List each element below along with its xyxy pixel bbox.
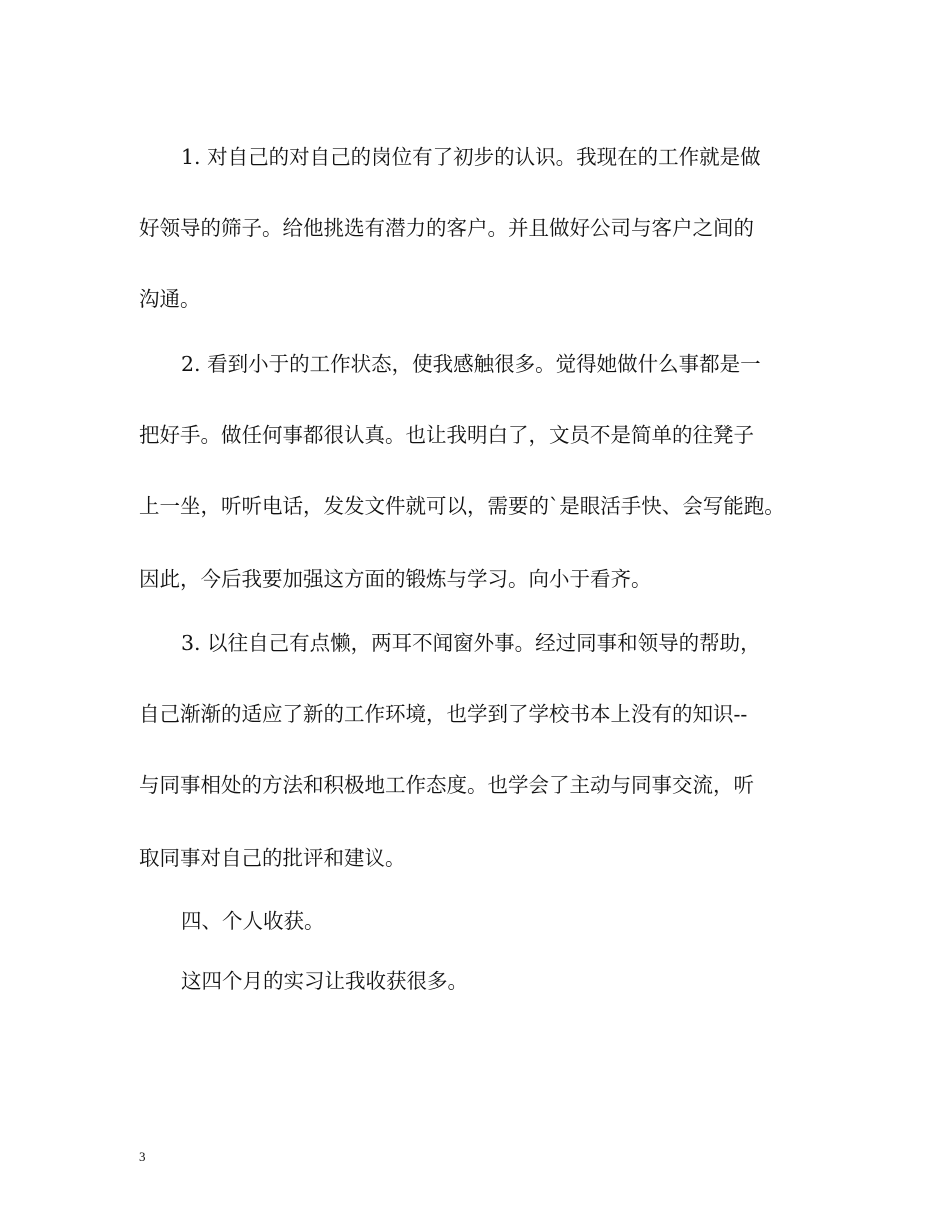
- page-number: 3: [139, 1149, 146, 1164]
- paragraph-1-line-1: 1. 对自己的对自己的岗位有了初步的认识。我现在的工作就是做: [181, 145, 761, 169]
- paragraph-4-line-1: 这四个月的实习让我收获很多。: [181, 969, 468, 993]
- paragraph-2-line-4: 因此，今后我要加强这方面的锻炼与学习。向小于看齐。: [139, 567, 652, 591]
- paragraph-2-line-2: 把好手。做任何事都很认真。也让我明白了，文员不是简单的往凳子: [139, 423, 754, 447]
- paragraph-3-line-1: 3. 以往自己有点懒，两耳不闻窗外事。经过同事和领导的帮助，: [181, 631, 761, 655]
- paragraph-3-line-3: 与同事相处的方法和积极地工作态度。也学会了主动与同事交流，听: [139, 773, 754, 797]
- paragraph-1-line-3: 沟通。: [139, 287, 201, 311]
- paragraph-3-line-4: 取同事对自己的批评和建议。: [139, 846, 406, 870]
- paragraph-1-line-2: 好领导的筛子。给他挑选有潜力的客户。并且做好公司与客户之间的: [139, 216, 754, 240]
- paragraph-2-line-3: 上一坐，听听电话，发发文件就可以，需要的`是眼活手快、会写能跑。: [139, 494, 785, 518]
- paragraph-2-line-1: 2. 看到小于的工作状态，使我感触很多。觉得她做什么事都是一: [181, 352, 761, 376]
- section-heading: 四、个人收获。: [181, 909, 325, 933]
- paragraph-3-line-2: 自己渐渐的适应了新的工作环境，也学到了学校书本上没有的知识--: [139, 702, 748, 726]
